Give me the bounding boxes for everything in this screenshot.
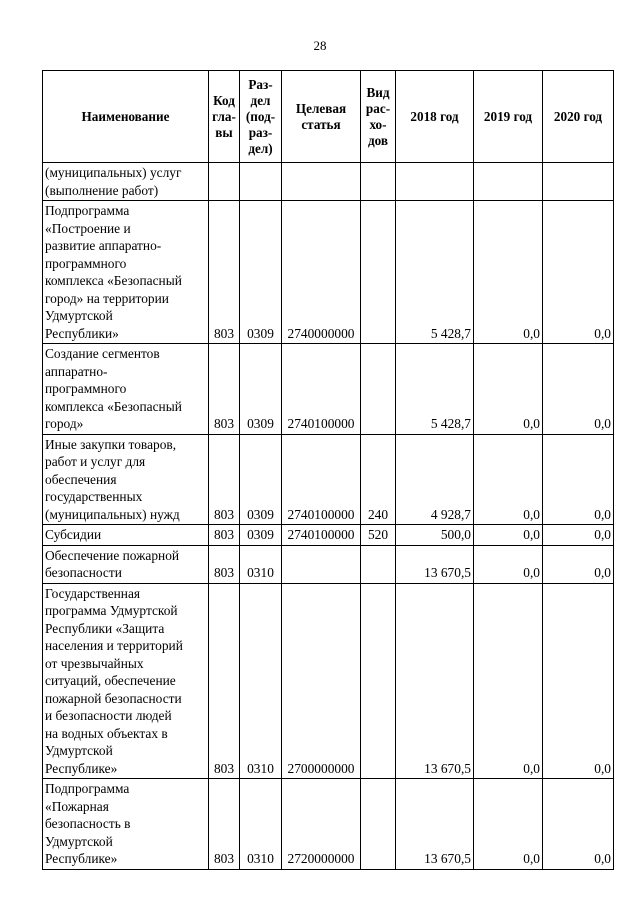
cell-vid	[361, 779, 396, 870]
cell-2020: 0,0	[543, 434, 614, 525]
cell-razdel: 0309	[240, 434, 282, 525]
cell-2018: 5 428,7	[396, 344, 474, 435]
header-vid: Вид рас- хо- дов	[361, 71, 396, 163]
cell-name: Подпрограмма «Пожарная безопасность в Удмуртской Республике»	[43, 779, 209, 870]
table-row	[43, 583, 614, 779]
cell-name: Обеспечение пожарной безопасности	[43, 545, 209, 583]
cell-kod: 803	[209, 779, 240, 870]
header-2018: 2018 год	[396, 71, 474, 163]
cell-2019: 0,0	[474, 344, 543, 435]
cell-2018: 500,0	[396, 525, 474, 546]
cell-razdel: 0309	[240, 344, 282, 435]
cell-name: Иные закупки товаров, работ и услуг для обеспечения государственных (муниципальных) нужд	[43, 434, 209, 525]
cell-2020: 0,0	[543, 583, 614, 779]
cell-kod	[209, 163, 240, 201]
cell-2018: 13 670,5	[396, 545, 474, 583]
cell-2019: 0,0	[474, 583, 543, 779]
cell-2020: 0,0	[543, 344, 614, 435]
cell-name: (муниципальных) услуг (выполнение работ)	[43, 163, 209, 201]
cell-2019: 0,0	[474, 779, 543, 870]
table-row	[43, 545, 614, 583]
cell-vid	[361, 344, 396, 435]
header-tselevaya: Целевая статья	[282, 71, 361, 163]
header-2020: 2020 год	[543, 71, 614, 163]
header-razdel: Раз- дел (под- раз- дел)	[240, 71, 282, 163]
cell-2019: 0,0	[474, 434, 543, 525]
cell-kod: 803	[209, 201, 240, 344]
cell-2020: 0,0	[543, 545, 614, 583]
table-row	[43, 344, 614, 435]
header-kod: Код гла- вы	[209, 71, 240, 163]
cell-name: Государственная программа Удмуртской Республики «Защита населения и территорий от чрезвычайных ситуаций, обеспечение пожарной безопасности и безопасности людей на водных объектах в Удмуртской Республике»	[43, 583, 209, 779]
cell-vid	[361, 163, 396, 201]
cell-tselevaya	[282, 163, 361, 201]
cell-2019: 0,0	[474, 545, 543, 583]
cell-tselevaya: 2740100000	[282, 344, 361, 435]
cell-2019: 0,0	[474, 525, 543, 546]
cell-tselevaya: 2740100000	[282, 434, 361, 525]
cell-razdel	[240, 163, 282, 201]
cell-2018	[396, 163, 474, 201]
cell-2020: 0,0	[543, 525, 614, 546]
cell-kod: 803	[209, 525, 240, 546]
page-number: 28	[313, 38, 327, 53]
cell-vid	[361, 583, 396, 779]
table-row	[43, 434, 614, 525]
cell-razdel: 0309	[240, 201, 282, 344]
table-row	[43, 525, 614, 546]
cell-2019: 0,0	[474, 201, 543, 344]
cell-kod: 803	[209, 583, 240, 779]
cell-vid: 520	[361, 525, 396, 546]
cell-razdel: 0309	[240, 525, 282, 546]
cell-tselevaya: 2700000000	[282, 583, 361, 779]
cell-razdel: 0310	[240, 583, 282, 779]
cell-tselevaya: 2740100000	[282, 525, 361, 546]
cell-2018: 13 670,5	[396, 779, 474, 870]
cell-kod: 803	[209, 344, 240, 435]
budget-table	[42, 70, 614, 870]
cell-vid	[361, 201, 396, 344]
cell-2018: 5 428,7	[396, 201, 474, 344]
cell-2019	[474, 163, 543, 201]
table-row	[43, 163, 614, 201]
cell-name: Подпрограмма «Построение и развитие аппаратно- программного комплекса «Безопасный город» на территории Удмуртской Республики»	[43, 201, 209, 344]
cell-vid	[361, 545, 396, 583]
header-name: Наименование	[43, 71, 209, 163]
cell-2018: 4 928,7	[396, 434, 474, 525]
cell-2020: 0,0	[543, 201, 614, 344]
cell-2018: 13 670,5	[396, 583, 474, 779]
cell-tselevaya: 2740000000	[282, 201, 361, 344]
cell-name: Субсидии	[43, 525, 209, 546]
cell-2020	[543, 163, 614, 201]
cell-tselevaya: 2720000000	[282, 779, 361, 870]
cell-2020: 0,0	[543, 779, 614, 870]
cell-name: Создание сегментов аппаратно- программного комплекса «Безопасный город»	[43, 344, 209, 435]
cell-razdel: 0310	[240, 779, 282, 870]
cell-kod: 803	[209, 545, 240, 583]
cell-kod: 803	[209, 434, 240, 525]
table-row	[43, 779, 614, 870]
header-row	[43, 71, 614, 163]
table-row	[43, 201, 614, 344]
cell-razdel: 0310	[240, 545, 282, 583]
cell-vid: 240	[361, 434, 396, 525]
cell-tselevaya	[282, 545, 361, 583]
header-2019: 2019 год	[474, 71, 543, 163]
